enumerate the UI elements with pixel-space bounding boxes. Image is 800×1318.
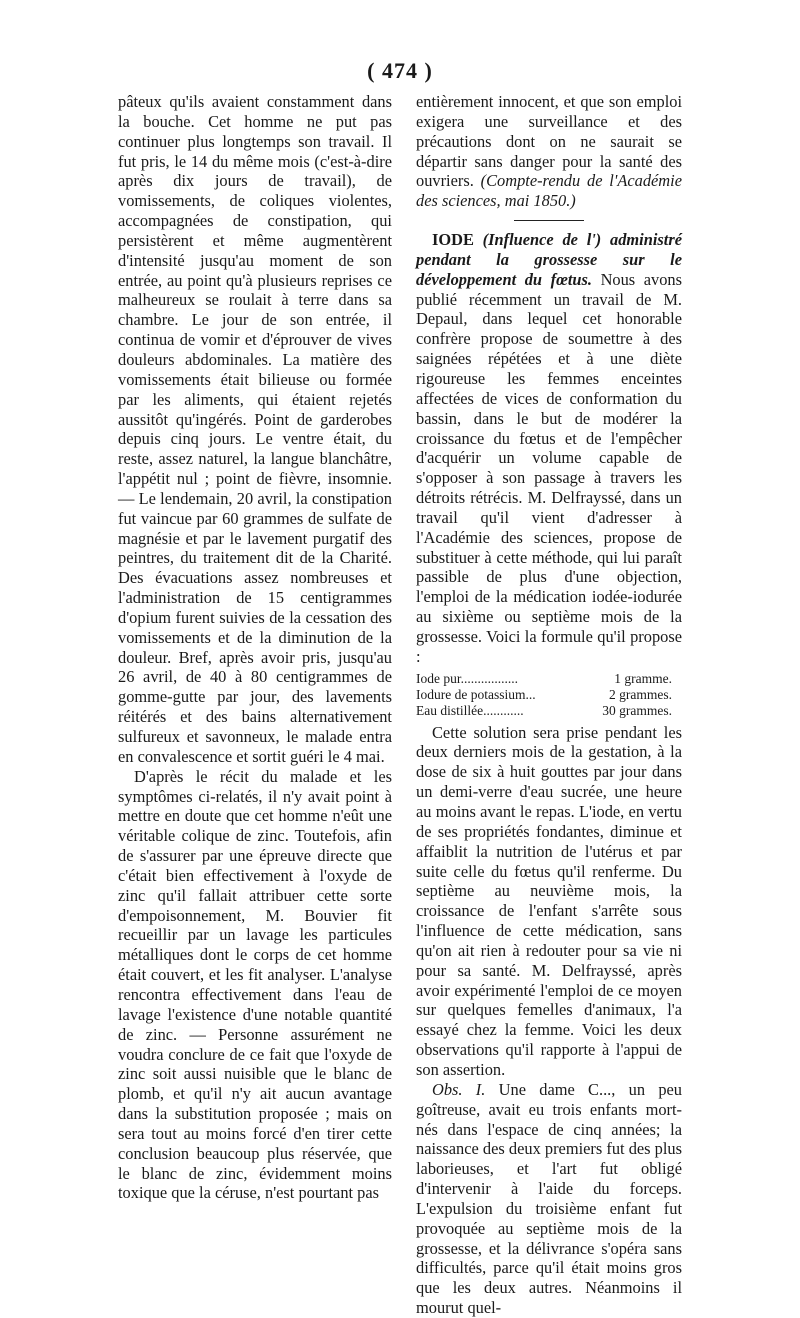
left-paragraph-2: D'après le récit du malade et les symptômes ci-relatés, il n'y avait point à mettre en doute que cet homme n'eût une véritable colique de zinc. Toutefois, afin de s'assurer par une épreuve directe que c'était bien effectivement à l'oxyde de zinc qu'il fallait attribuer cette sorte d'empoisonnement, M. Bouvier fit recueillir par un lavage les particules métalliques dont le corps de cet homme était couvert, et les fit analyser. L'analyse rencontra effectivement dans l'eau de lavage l'existence d'une notable quantité de zinc. — Personne assurément ne voudra conclure de ce fait que l'oxyde de zinc soit aussi nuisible que le blanc de plomb, et qu'il n'y ait aucun avantage dans la substitution proposée ; mais on sera tout au moins forcé d'en tirer cette conclusion beaucoup plus réservée, que le blanc de zinc, évidemment moins toxique que la céruse, n'est pourtant pas — [118, 766, 392, 1203]
left-column — [118, 92, 392, 1203]
formula-row — [416, 671, 682, 687]
right-paragraph-3: Cette solution sera prise pendant les deux derniers mois de la gestation, à la dose de six à huit gouttes par jour dans un demi-verre d'eau sucrée, une heure au moins avant le repas. L'iode, en vertu de ses propriétés fondantes, diminue et affaiblit la nutrition de l'utérus et par suite celle du fœtus qu'il renferme. Du septième au neuvième mois, la croissance de l'enfant s'arrête sous l'influence de cette médication, sans qu'on ait rien à redouter pour sa vie ni pour sa santé. M. Delfrayssé, après avoir expérimenté l'emploi de ce moyen sur quelques femelles d'animaux, l'a essayé chez la femme. Voici les deux observations qu'il rapporte à l'appui de son assertion. — [416, 722, 682, 1079]
article-text: Nous avons publié récemment un travail de M. Depaul, dans lequel cet honorable confrère propose de soumettre à des saignées répétées et à une diète rigoureuse les femmes enceintes affectées de vices de conformation du bassin, dans le but de modérer la croissance du fœtus et de l'empêcher d'acquérir un volume capable de s'opposer à son passage à travers les détroits rétrécis. M. Delfrayssé, dans un travail qu'il vient d'adresser à l'Académie des sciences, propose de substituer à cette méthode, qui lui paraît passible de plus d'une objection, l'emploi de la médication iodée-iodurée au sixième ou septième mois de la grossesse. Voici la formule qu'il propose : — [416, 269, 682, 666]
left-paragraph-1: pâteux qu'ils avaient constamment dans la bouche. Cet homme ne put pas continuer plus longtemps son travail. Il fut pris, le 14 du même mois (c'est-à-dire après dix jours de travail), de vomissements, de coliques violentes, accompagnées de constipation, qui persistèrent et même augmentèrent d'intensité jusqu'au moment de son entrée, au point qu'à plusieurs reprises ce malheureux se roulait à terre dans sa chambre. Le jour de son entrée, il continua de vomir et d'éprouver de vives douleurs abdominales. La matière des vomissements était bilieuse ou formée par les aliments, qui étaient rejetés aussitôt qu'ingérés. Point de garderobes depuis cinq jours. Le ventre était, du reste, assez naturel, la langue blanchâtre, l'appétit nul ; point de fièvre, insomnie. — Le lendemain, 20 avril, la constipation fut vaincue par 60 grammes de sulfate de magnésie et par le lavement purgatif des peintres, du traitement dit de la Charité. Des évacuations assez nombreuses et l'administration de 15 centigrammes d'opium furent suivies de la cessation des vomissements et de la diminution de la douleur. Bref, après avoir pris, jusqu'au 26 avril, de 40 à 80 centigrammes de gomme-gutte par jour, des lavements réitérés et des bains alternativement sulfureux et savonneux, le malade entra en convalescence et sortit guéri le 4 mai. — [118, 92, 392, 766]
formula-row — [416, 703, 682, 719]
page-number: ( 474 ) — [367, 58, 433, 83]
formula-ingredient: Iodure de potassium... — [416, 686, 536, 702]
right-paragraph-1 — [416, 92, 682, 211]
citation: (Compte-rendu de l'Académie des sciences, mai 1850.) — [416, 171, 682, 211]
iode-article — [416, 230, 682, 667]
observation-text: Une dame C..., un peu goîtreuse, avait eu trois enfants mort-nés dans l'espace de cinq années; la naissance des deux premiers fut des plus laborieuses, et l'art fut obligé d'intervenir à l'aide du forceps. L'expulsion du troisième enfant fut provoquée au septième mois de la grossesse, et la délivrance s'opéra sans difficultés, parce qu'il était moins gros que les deux autres. Néanmoins il mourut quel- — [416, 1079, 682, 1318]
formula-table — [416, 671, 682, 719]
observation-1 — [416, 1080, 682, 1318]
formula-ingredient: Eau distillée............ — [416, 702, 524, 718]
formula-quantity: 2 grammes. — [609, 686, 672, 702]
article-title: IODE — [432, 230, 474, 250]
right-paragraph-1-text: entièrement innocent, et que son emploi exigera une surveillance et des précautions dont on ne saurait se départir sans danger pour la santé des ouvriers. — [416, 92, 682, 191]
formula-quantity: 1 gramme. — [614, 670, 672, 686]
formula-row — [416, 687, 682, 703]
section-divider — [514, 220, 584, 221]
article-subtitle: (Influence de l') administré pendant la grossesse sur le développement du fœtus. — [416, 230, 682, 289]
formula-ingredient: Iode pur................. — [416, 670, 518, 686]
formula-quantity: 30 grammes. — [602, 702, 672, 718]
right-column — [416, 92, 682, 1318]
observation-label: Obs. I. — [432, 1079, 486, 1099]
